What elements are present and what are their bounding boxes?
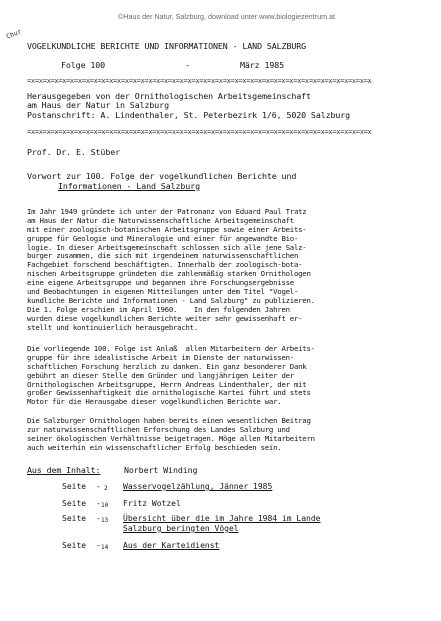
foreword-paragraph-2: Die vorliegende 100. Folge ist Anlaß allen Mitarbeitern der Arbeits- gruppe für ihre idealistische Arbeit im Dienste der naturwissen- schaftlichen Forschung herzlich zu danken. Ein ganz besonderer Dank gebührt an dieser Stelle dem Gründer und langjährigen Leiter der Ornithologischen Arbeitsgruppe, Herrn Andreas Lindenthaler, der mit großer Gewissenhaftigkeit die ornithologische Kartei führt und stets Motor für die Herausgabe dieser vogelkundlichen Berichte war. <box>27 343 315 407</box>
publisher-line: am Haus der Natur in Salzburg <box>27 100 169 110</box>
header-dash: - <box>185 60 190 70</box>
contents-dash: - <box>96 499 101 508</box>
contents-dash: - <box>96 482 101 491</box>
contents-page-label: Seite <box>62 482 87 491</box>
contents-page-number: 2 <box>104 485 108 492</box>
contents-dash: - <box>96 541 101 550</box>
contents-label: Aus dem Inhalt: <box>27 465 101 475</box>
contents-entry: Aus der Karteidienst <box>123 541 220 550</box>
contents-page-label: Seite <box>62 514 87 523</box>
contents-page-label: Seite <box>62 499 87 508</box>
separator-top: =x=x=x=x=x=x=x=x=x=x=x=x=x=x=x=x=x=x=x=x=x=x=x=x=x=x=x=x=x=x=x=x=x=x=x=x=x=x=x=x=x=x=x=x <box>27 77 372 85</box>
contents-page-number: 13 <box>101 517 109 524</box>
contents-entry-continued: Salzburg beringten Vögel <box>123 524 239 533</box>
foreword-title: Vorwort zur 100. Folge der vogelkundlichen Berichte und <box>27 171 297 181</box>
contents-entry: Fritz Wotzel <box>123 499 181 508</box>
contents-author: Norbert Winding <box>124 465 198 475</box>
contents-page-number: 14 <box>101 544 109 551</box>
separator-bottom: =x=x=x=x=x=x=x=x=x=x=x=x=x=x=x=x=x=x=x=x=x=x=x=x=x=x=x=x=x=x=x=x=x=x=x=x=x=x=x=x=x=x=x=x <box>27 128 372 136</box>
issue-number: Folge 100 <box>61 60 106 70</box>
contents-entry: Wasservogelzählung, Jänner 1985 <box>123 482 273 491</box>
foreword-paragraph-1: Im Jahr 1949 gründete ich unter der Patronanz von Eduard Paul Tratz am Haus der Natur die Naturwissenschaftliche Arbeitsgemeinschaft mit einer zoologisch-botanischen Arbeitsgruppe sowie einer Arbeits- gruppe für Geologie und Mineralogie und einer für angewandte Bio- logie. In dieser Arbeitsgemeinschaft schlossen sich alle jene Salz- burger zusammen, die sich mit irgendeinem naturwissenschaftlichen Fachgebiet forschend beschäftigten. Innerhalb der zoologisch-bota- nischen Arbeitsgruppe gründeten die zahlenmäßig starken Ornithologen eine eigene Arbeitsgruppe und begannen ihre Forschungsergebnisse und Beobachtungen in eigenen Mitteilungen unter dem Titel "Vogel- kundliche Berichte und Informationen - Land Salzburg" zu publizieren. Die 1. Folge erschien im April 1960. In den folgenden Jahren wurden diese vogelkundlichen Berichte weiter sehr gewissenhaft er- stellt und kontinuierlich herausgebracht. <box>27 206 315 332</box>
document-title: VOGELKUNDLICHE BERICHTE UND INFORMATIONEN - LAND SALZBURG <box>27 41 307 51</box>
watermark: ©Haus der Natur, Salzburg, download unter www.biologiezentrum.at <box>118 12 336 21</box>
publisher-line: Herausgegeben von der Ornithologischen Arbeitsgemeinschaft <box>27 91 311 101</box>
contents-dash: - <box>96 514 101 523</box>
author: Prof. Dr. E. Stüber <box>27 147 121 157</box>
corner-handwritten-mark: Chur <box>5 27 23 41</box>
foreword-paragraph-3: Die Salzburger Ornithologen haben bereits einen wesentlichen Beitrag zur naturwissenschaftlichen Erforschung des Landes Salzburg und seiner ökologischen Verhältnisse beigetragen. Möge allen Mitarbeitern auch weiterhin ein wissenschaftlicher Erfolg beschieden sein. <box>27 415 315 452</box>
contents-entry: Übersicht über die im Jahre 1984 im Lande <box>123 514 321 523</box>
issue-date: März 1985 <box>240 60 285 70</box>
contents-page-number: 10 <box>101 502 109 509</box>
contents-page-label: Seite <box>62 541 87 550</box>
publisher-address: Postanschrift: A. Lindenthaler, St. Peterbezirk 1/6, 5020 Salzburg <box>27 110 351 120</box>
foreword-title: Informationen - Land Salzburg <box>58 181 200 191</box>
